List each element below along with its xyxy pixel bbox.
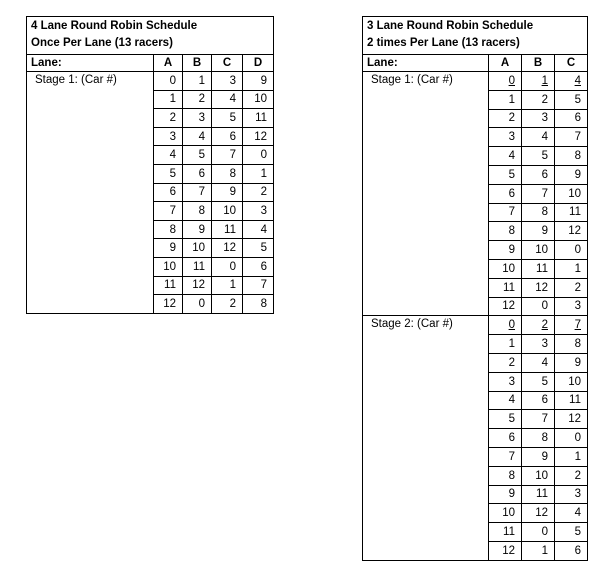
car-number-cell xyxy=(212,90,243,109)
car-number: 6 xyxy=(574,112,581,125)
car-number: 8 xyxy=(229,167,236,180)
car-number: 4 xyxy=(541,356,548,369)
car-number: 11 xyxy=(536,262,548,275)
car-number-cell xyxy=(243,72,274,91)
car-number-cell xyxy=(555,372,588,391)
car-number: 3 xyxy=(541,112,548,125)
car-number-cell xyxy=(489,278,522,297)
car-number-cell xyxy=(154,276,183,295)
car-number: 10 xyxy=(163,260,176,273)
car-number: 4 xyxy=(169,149,176,162)
table-row xyxy=(363,316,588,335)
car-number-cell xyxy=(555,222,588,241)
car-number: 12 xyxy=(568,413,581,426)
car-number-cell xyxy=(555,504,588,523)
car-number-cell xyxy=(522,353,555,372)
car-number: 6 xyxy=(169,186,176,199)
car-number-cell xyxy=(555,316,588,335)
car-number-cell xyxy=(555,109,588,128)
car-number-cell xyxy=(522,504,555,523)
table-row xyxy=(27,72,274,91)
car-number-cell xyxy=(212,295,243,314)
car-number-cell xyxy=(522,335,555,354)
car-number-cell xyxy=(555,278,588,297)
lane-header-a: A xyxy=(489,55,522,72)
car-number: 2 xyxy=(574,469,581,482)
car-number: 7 xyxy=(229,149,236,162)
stage-label: Stage 1: (Car #) xyxy=(27,72,154,314)
title-line-1: 4 Lane Round Robin Schedule xyxy=(31,20,198,32)
car-number-cell xyxy=(243,164,274,183)
lane-header-b: B xyxy=(183,55,212,72)
car-number-cell xyxy=(243,257,274,276)
car-number-cell xyxy=(212,164,243,183)
car-number: 10 xyxy=(502,262,515,275)
car-number: 4 xyxy=(260,223,268,236)
car-number: 4 xyxy=(574,74,581,87)
car-number: 0 xyxy=(508,319,515,332)
car-number-cell xyxy=(555,466,588,485)
car-number: 10 xyxy=(535,244,548,257)
car-number-cell xyxy=(243,276,274,295)
car-number: 12 xyxy=(502,300,515,313)
car-number-cell xyxy=(522,466,555,485)
car-number: 1 xyxy=(198,74,205,87)
car-number: 8 xyxy=(198,204,205,217)
car-number: 9 xyxy=(508,244,515,257)
car-number-cell xyxy=(489,128,522,147)
car-number: 7 xyxy=(169,204,176,217)
car-number-cell xyxy=(183,183,212,202)
car-number-cell xyxy=(522,541,555,560)
table-row xyxy=(363,72,588,91)
car-number-cell xyxy=(555,297,588,316)
car-number: 5 xyxy=(260,242,268,255)
car-number: 7 xyxy=(260,279,268,292)
car-number-cell xyxy=(555,72,588,91)
car-number: 5 xyxy=(541,375,548,388)
car-number: 3 xyxy=(508,375,515,388)
car-number-cell xyxy=(154,90,183,109)
car-number: 8 xyxy=(169,223,176,236)
car-number: 0 xyxy=(229,260,236,273)
car-number-cell xyxy=(522,222,555,241)
title-line-2: 2 times Per Lane (13 racers) xyxy=(367,37,520,49)
stage-label: Stage 2: (Car #) xyxy=(363,316,489,560)
car-number-cell xyxy=(212,109,243,128)
car-number: 5 xyxy=(541,150,548,163)
car-number-cell xyxy=(555,203,588,222)
car-number: 12 xyxy=(535,507,548,520)
car-number-cell xyxy=(522,316,555,335)
car-number-cell xyxy=(522,297,555,316)
car-number-cell xyxy=(183,202,212,221)
car-number: 0 xyxy=(574,432,581,445)
car-number: 11 xyxy=(164,279,176,292)
car-number: 1 xyxy=(169,93,176,106)
car-number-cell xyxy=(489,184,522,203)
car-number-cell xyxy=(555,353,588,372)
table-title xyxy=(27,17,274,55)
car-number: 0 xyxy=(198,297,205,310)
car-number: 1 xyxy=(260,167,268,180)
car-number: 2 xyxy=(508,112,515,125)
lane-header-label: Lane: xyxy=(27,55,154,72)
car-number-cell xyxy=(489,109,522,128)
lane-header-d: D xyxy=(243,55,274,72)
car-number-cell xyxy=(183,72,212,91)
car-number-cell xyxy=(243,202,274,221)
car-number-cell xyxy=(212,202,243,221)
car-number-cell xyxy=(522,410,555,429)
lane-header-a: A xyxy=(154,55,183,72)
car-number: 9 xyxy=(169,242,176,255)
car-number-cell xyxy=(243,90,274,109)
car-number-cell xyxy=(154,72,183,91)
car-number-cell xyxy=(489,335,522,354)
car-number-cell xyxy=(212,257,243,276)
car-number: 9 xyxy=(229,186,236,199)
car-number-cell xyxy=(555,391,588,410)
table-title xyxy=(363,17,588,55)
car-number: 5 xyxy=(169,167,176,180)
car-number-cell xyxy=(154,127,183,146)
car-number: 8 xyxy=(541,206,548,219)
lane-header-c: C xyxy=(212,55,243,72)
car-number: 0 xyxy=(169,74,176,87)
car-number-cell xyxy=(522,485,555,504)
car-number-cell xyxy=(183,109,212,128)
car-number: 12 xyxy=(568,225,581,238)
car-number: 11 xyxy=(503,281,515,294)
car-number: 11 xyxy=(503,526,515,539)
car-number: 0 xyxy=(260,149,268,162)
car-number-cell xyxy=(154,220,183,239)
car-number: 12 xyxy=(192,279,205,292)
car-number-cell xyxy=(243,295,274,314)
car-number: 12 xyxy=(502,544,515,557)
car-number-cell xyxy=(489,353,522,372)
car-number-cell xyxy=(212,220,243,239)
car-number-cell xyxy=(212,276,243,295)
car-number: 0 xyxy=(508,74,515,87)
lane-header-c: C xyxy=(555,55,588,72)
car-number: 10 xyxy=(254,93,268,106)
car-number: 12 xyxy=(254,130,268,143)
car-number: 5 xyxy=(574,93,581,106)
car-number-cell xyxy=(489,429,522,448)
car-number: 5 xyxy=(508,413,515,426)
car-number: 12 xyxy=(163,297,176,310)
car-number-cell xyxy=(555,541,588,560)
car-number: 10 xyxy=(192,242,205,255)
car-number-cell xyxy=(154,239,183,258)
car-number: 2 xyxy=(260,186,268,199)
car-number-cell xyxy=(243,220,274,239)
car-number-cell xyxy=(183,127,212,146)
title-line-1: 3 Lane Round Robin Schedule xyxy=(367,20,534,32)
car-number: 11 xyxy=(193,260,205,273)
car-number: 1 xyxy=(508,93,515,106)
car-number: 2 xyxy=(574,281,581,294)
car-number: 11 xyxy=(536,488,548,501)
car-number: 11 xyxy=(569,206,581,219)
car-number: 7 xyxy=(541,413,548,426)
lane-header-label: Lane: xyxy=(363,55,489,72)
car-number-cell xyxy=(489,222,522,241)
car-number: 9 xyxy=(198,223,205,236)
car-number: 5 xyxy=(574,526,581,539)
car-number: 3 xyxy=(574,488,581,501)
car-number-cell xyxy=(555,410,588,429)
car-number: 6 xyxy=(198,167,205,180)
car-number: 0 xyxy=(574,244,581,257)
car-number-cell xyxy=(183,90,212,109)
car-number: 7 xyxy=(574,319,581,332)
car-number-cell xyxy=(522,372,555,391)
car-number-cell xyxy=(154,183,183,202)
car-number-cell xyxy=(243,127,274,146)
car-number: 3 xyxy=(169,130,176,143)
car-number-cell xyxy=(522,147,555,166)
car-number: 3 xyxy=(198,111,205,124)
car-number: 2 xyxy=(198,93,205,106)
three-lane-schedule-table xyxy=(362,16,588,561)
car-number-cell xyxy=(489,447,522,466)
car-number-cell xyxy=(555,165,588,184)
car-number-cell xyxy=(522,429,555,448)
car-number-cell xyxy=(489,72,522,91)
car-number: 5 xyxy=(229,111,236,124)
car-number: 5 xyxy=(198,149,205,162)
stage-label: Stage 1: (Car #) xyxy=(363,72,489,316)
car-number: 8 xyxy=(508,469,515,482)
car-number-cell xyxy=(183,220,212,239)
car-number-cell xyxy=(183,164,212,183)
car-number: 3 xyxy=(260,204,268,217)
car-number-cell xyxy=(183,146,212,165)
car-number-cell xyxy=(212,72,243,91)
car-number-cell xyxy=(522,278,555,297)
car-number: 3 xyxy=(574,300,581,313)
car-number-cell xyxy=(243,183,274,202)
car-number: 5 xyxy=(508,168,515,181)
title-line-2: Once Per Lane (13 racers) xyxy=(31,37,173,49)
car-number: 10 xyxy=(568,187,581,200)
car-number-cell xyxy=(522,241,555,260)
car-number-cell xyxy=(522,72,555,91)
car-number-cell xyxy=(489,259,522,278)
car-number-cell xyxy=(212,146,243,165)
car-number: 10 xyxy=(568,375,581,388)
car-number: 1 xyxy=(541,74,548,87)
car-number: 6 xyxy=(260,260,268,273)
car-number-cell xyxy=(555,147,588,166)
car-number-cell xyxy=(522,259,555,278)
car-number-cell xyxy=(522,90,555,109)
car-number-cell xyxy=(489,523,522,542)
car-number: 12 xyxy=(223,242,236,255)
car-number-cell xyxy=(183,257,212,276)
car-number: 3 xyxy=(541,338,548,351)
car-number: 7 xyxy=(574,131,581,144)
car-number: 3 xyxy=(229,74,236,87)
car-number: 1 xyxy=(541,544,548,557)
car-number-cell xyxy=(489,165,522,184)
car-number-cell xyxy=(555,128,588,147)
car-number: 9 xyxy=(574,168,581,181)
car-number: 10 xyxy=(223,204,236,217)
car-number-cell xyxy=(555,335,588,354)
car-number: 12 xyxy=(535,281,548,294)
car-number: 10 xyxy=(535,469,548,482)
car-number-cell xyxy=(555,447,588,466)
car-number-cell xyxy=(522,128,555,147)
car-number-cell xyxy=(522,391,555,410)
car-number-cell xyxy=(243,146,274,165)
car-number: 0 xyxy=(541,526,548,539)
car-number-cell xyxy=(489,203,522,222)
car-number: 8 xyxy=(508,225,515,238)
car-number: 2 xyxy=(541,93,548,106)
car-number: 4 xyxy=(229,93,236,106)
car-number: 9 xyxy=(541,225,548,238)
car-number: 4 xyxy=(574,507,581,520)
car-number-cell xyxy=(522,109,555,128)
car-number: 6 xyxy=(541,394,548,407)
car-number: 9 xyxy=(541,450,548,463)
car-number: 0 xyxy=(541,300,548,313)
car-number: 6 xyxy=(229,130,236,143)
car-number: 2 xyxy=(169,111,176,124)
car-number-cell xyxy=(555,429,588,448)
car-number-cell xyxy=(243,109,274,128)
car-number-cell xyxy=(489,466,522,485)
car-number: 7 xyxy=(198,186,205,199)
car-number-cell xyxy=(489,316,522,335)
car-number-cell xyxy=(154,257,183,276)
car-number: 7 xyxy=(508,450,515,463)
car-number-cell xyxy=(183,295,212,314)
car-number: 1 xyxy=(508,338,515,351)
car-number-cell xyxy=(555,241,588,260)
car-number: 2 xyxy=(508,356,515,369)
car-number-cell xyxy=(489,391,522,410)
car-number: 1 xyxy=(574,450,581,463)
car-number-cell xyxy=(522,184,555,203)
car-number-cell xyxy=(212,127,243,146)
car-number: 9 xyxy=(260,74,268,87)
car-number-cell xyxy=(522,447,555,466)
car-number-cell xyxy=(522,523,555,542)
car-number: 11 xyxy=(569,394,581,407)
car-number: 1 xyxy=(574,262,581,275)
car-number-cell xyxy=(555,184,588,203)
car-number: 6 xyxy=(508,432,515,445)
car-number: 4 xyxy=(508,150,515,163)
car-number: 4 xyxy=(198,130,205,143)
car-number-cell xyxy=(555,259,588,278)
car-number-cell xyxy=(489,504,522,523)
car-number-cell xyxy=(212,183,243,202)
car-number: 4 xyxy=(508,394,515,407)
car-number: 11 xyxy=(255,111,268,124)
car-number-cell xyxy=(522,165,555,184)
car-number-cell xyxy=(555,90,588,109)
car-number: 8 xyxy=(260,297,268,310)
car-number-cell xyxy=(489,485,522,504)
car-number-cell xyxy=(183,239,212,258)
four-lane-schedule-table xyxy=(26,16,274,314)
car-number: 6 xyxy=(541,168,548,181)
car-number: 2 xyxy=(229,297,236,310)
car-number-cell xyxy=(212,239,243,258)
car-number-cell xyxy=(243,239,274,258)
car-number-cell xyxy=(154,146,183,165)
car-number: 8 xyxy=(574,338,581,351)
car-number-cell xyxy=(489,297,522,316)
car-number: 10 xyxy=(502,507,515,520)
car-number: 6 xyxy=(574,544,581,557)
car-number: 9 xyxy=(574,356,581,369)
car-number: 1 xyxy=(229,279,236,292)
car-number: 7 xyxy=(541,187,548,200)
car-number: 8 xyxy=(541,432,548,445)
car-number-cell xyxy=(183,276,212,295)
car-number: 4 xyxy=(541,131,548,144)
car-number: 7 xyxy=(508,206,515,219)
car-number: 6 xyxy=(508,187,515,200)
car-number: 3 xyxy=(508,131,515,144)
car-number-cell xyxy=(522,203,555,222)
car-number-cell xyxy=(154,109,183,128)
car-number-cell xyxy=(154,202,183,221)
car-number-cell xyxy=(489,372,522,391)
car-number-cell xyxy=(489,90,522,109)
car-number-cell xyxy=(489,241,522,260)
car-number-cell xyxy=(555,523,588,542)
car-number-cell xyxy=(489,410,522,429)
car-number-cell xyxy=(154,295,183,314)
lane-header-b: B xyxy=(522,55,555,72)
car-number-cell xyxy=(154,164,183,183)
car-number-cell xyxy=(555,485,588,504)
car-number-cell xyxy=(489,147,522,166)
car-number: 9 xyxy=(508,488,515,501)
car-number: 2 xyxy=(541,319,548,332)
car-number: 8 xyxy=(574,150,581,163)
car-number-cell xyxy=(489,541,522,560)
car-number: 11 xyxy=(224,223,236,236)
